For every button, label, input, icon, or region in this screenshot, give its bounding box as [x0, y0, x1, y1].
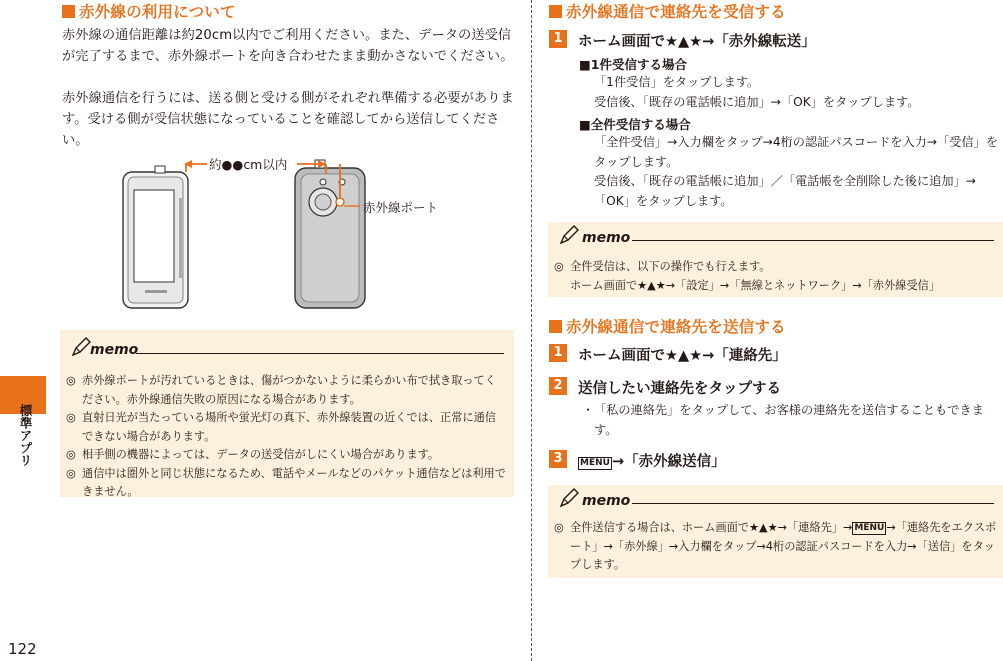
step-instruction: MENU →「赤外線送信」 [580, 454, 726, 470]
step-number: 1 [549, 344, 567, 362]
pencil-icon [558, 224, 580, 246]
memo-box-infrared-tips [60, 330, 514, 497]
menu-key-icon: MENU [580, 458, 610, 468]
side-tab-label: 標準アプリ [18, 404, 33, 467]
text-line: 受信後、「既存の電話帳に追加」／「電話帳を全削除した後に追加」→「OK」をタップします。 [594, 174, 976, 208]
text-line: 「全件受信」→入力欄をタップ→4桁の認証パスコードを入力→「受信」をタップします。 [594, 135, 999, 169]
text-line: 受信後、「既存の電話帳に追加」→「OK」をタップします。 [594, 94, 920, 109]
subheading-single-receive: ■1件受信する場合 [579, 57, 688, 72]
all-receive-steps [594, 133, 1003, 211]
memo-title: memo [582, 230, 631, 246]
memo-box-receive [548, 222, 1003, 297]
section-heading-receive: 赤外線通信で連絡先を受信する [549, 0, 786, 22]
step-instruction: 送信したい連絡先をタップする [578, 381, 781, 397]
memo-box-send [548, 485, 1003, 578]
step-instruction: ホーム画面で★▲★→「赤外線転送」 [578, 34, 816, 50]
infrared-port-label: 赤外線ポート [363, 200, 439, 215]
square-bullet-icon [62, 5, 75, 18]
step-note: ・ 「私の連絡先」をタップして、お客様の連絡先を送信することもできます。 [582, 403, 984, 437]
phone-back-illustration [295, 160, 365, 308]
paragraph-distance: 赤外線の通信距離は約20cm以内でご利用ください。また、データの送受信が完了するまで、赤外線ポートを向き合わせたまま動かさないでください。 [62, 28, 514, 64]
subheading-all-receive: ■全件受信する場合 [579, 117, 691, 132]
memo-list [554, 258, 999, 295]
column-divider [531, 0, 532, 661]
memo-rule [632, 240, 994, 241]
memo-item: ◎ 通信中は圏外と同じ状態になるため、電話やメールなどのパケット通信などは利用できません。 [66, 466, 506, 498]
pencil-icon [70, 336, 92, 358]
pencil-icon [558, 487, 580, 509]
memo-list [66, 372, 506, 502]
memo-title: memo [90, 342, 139, 358]
page-number: 122 [8, 640, 37, 658]
paragraph-preparation: 赤外線通信を行うには、送る側と受ける側がそれぞれ準備する必要があります。受ける側が受信状態になっていることを確認してから送信してください。 [62, 91, 514, 148]
section-heading-infrared-usage: 赤外線の利用について [62, 0, 236, 22]
memo-item: ◎ 相手側の機器によっては、データの送受信がしにくい場合があります。 [66, 448, 440, 461]
infrared-phones-figure [115, 150, 455, 318]
square-bullet-icon [549, 320, 562, 333]
step-number: 2 [549, 377, 567, 395]
text-line: 「1件受信」をタップします。 [594, 75, 760, 89]
step-number: 3 [549, 450, 567, 468]
phone-front-illustration [123, 166, 188, 308]
memo-item: ◎ 全件送信する場合は、ホーム画面で★▲★→「連絡先」→ MENU →「連絡先をエクスポート」→「赤外線」→入力欄をタップ→4桁の認証パスコードを入力→「送信」をタップします。 [554, 521, 997, 571]
step-number: 1 [549, 30, 567, 48]
single-receive-steps [594, 73, 999, 112]
section-heading-send: 赤外線通信で連絡先を送信する [549, 315, 786, 337]
memo-item: ◎ 赤外線ポートが汚れているときは、傷がつかないように柔らかい布で拭き取ってください。赤外線通信失敗の原因になる場合があります。 [66, 374, 496, 406]
menu-key-icon: MENU [854, 523, 885, 533]
square-bullet-icon [549, 5, 562, 18]
memo-item: ◎ 全件受信は、以下の操作でも行えます。 ホーム画面で★▲★→「設定」→「無線とネットワーク」→「赤外線受信」 [554, 260, 941, 292]
memo-rule [632, 503, 994, 504]
memo-list [554, 519, 999, 575]
memo-item: ◎ 直射日光が当たっている場所や蛍光灯の真下、赤外線装置の近くでは、正常に通信できない場合があります。 [66, 411, 496, 443]
memo-title: memo [582, 493, 631, 509]
step-instruction: ホーム画面で★▲★→「連絡先」 [578, 348, 787, 364]
memo-rule [136, 353, 504, 354]
distance-label: 約●●cm以内 [209, 157, 288, 172]
